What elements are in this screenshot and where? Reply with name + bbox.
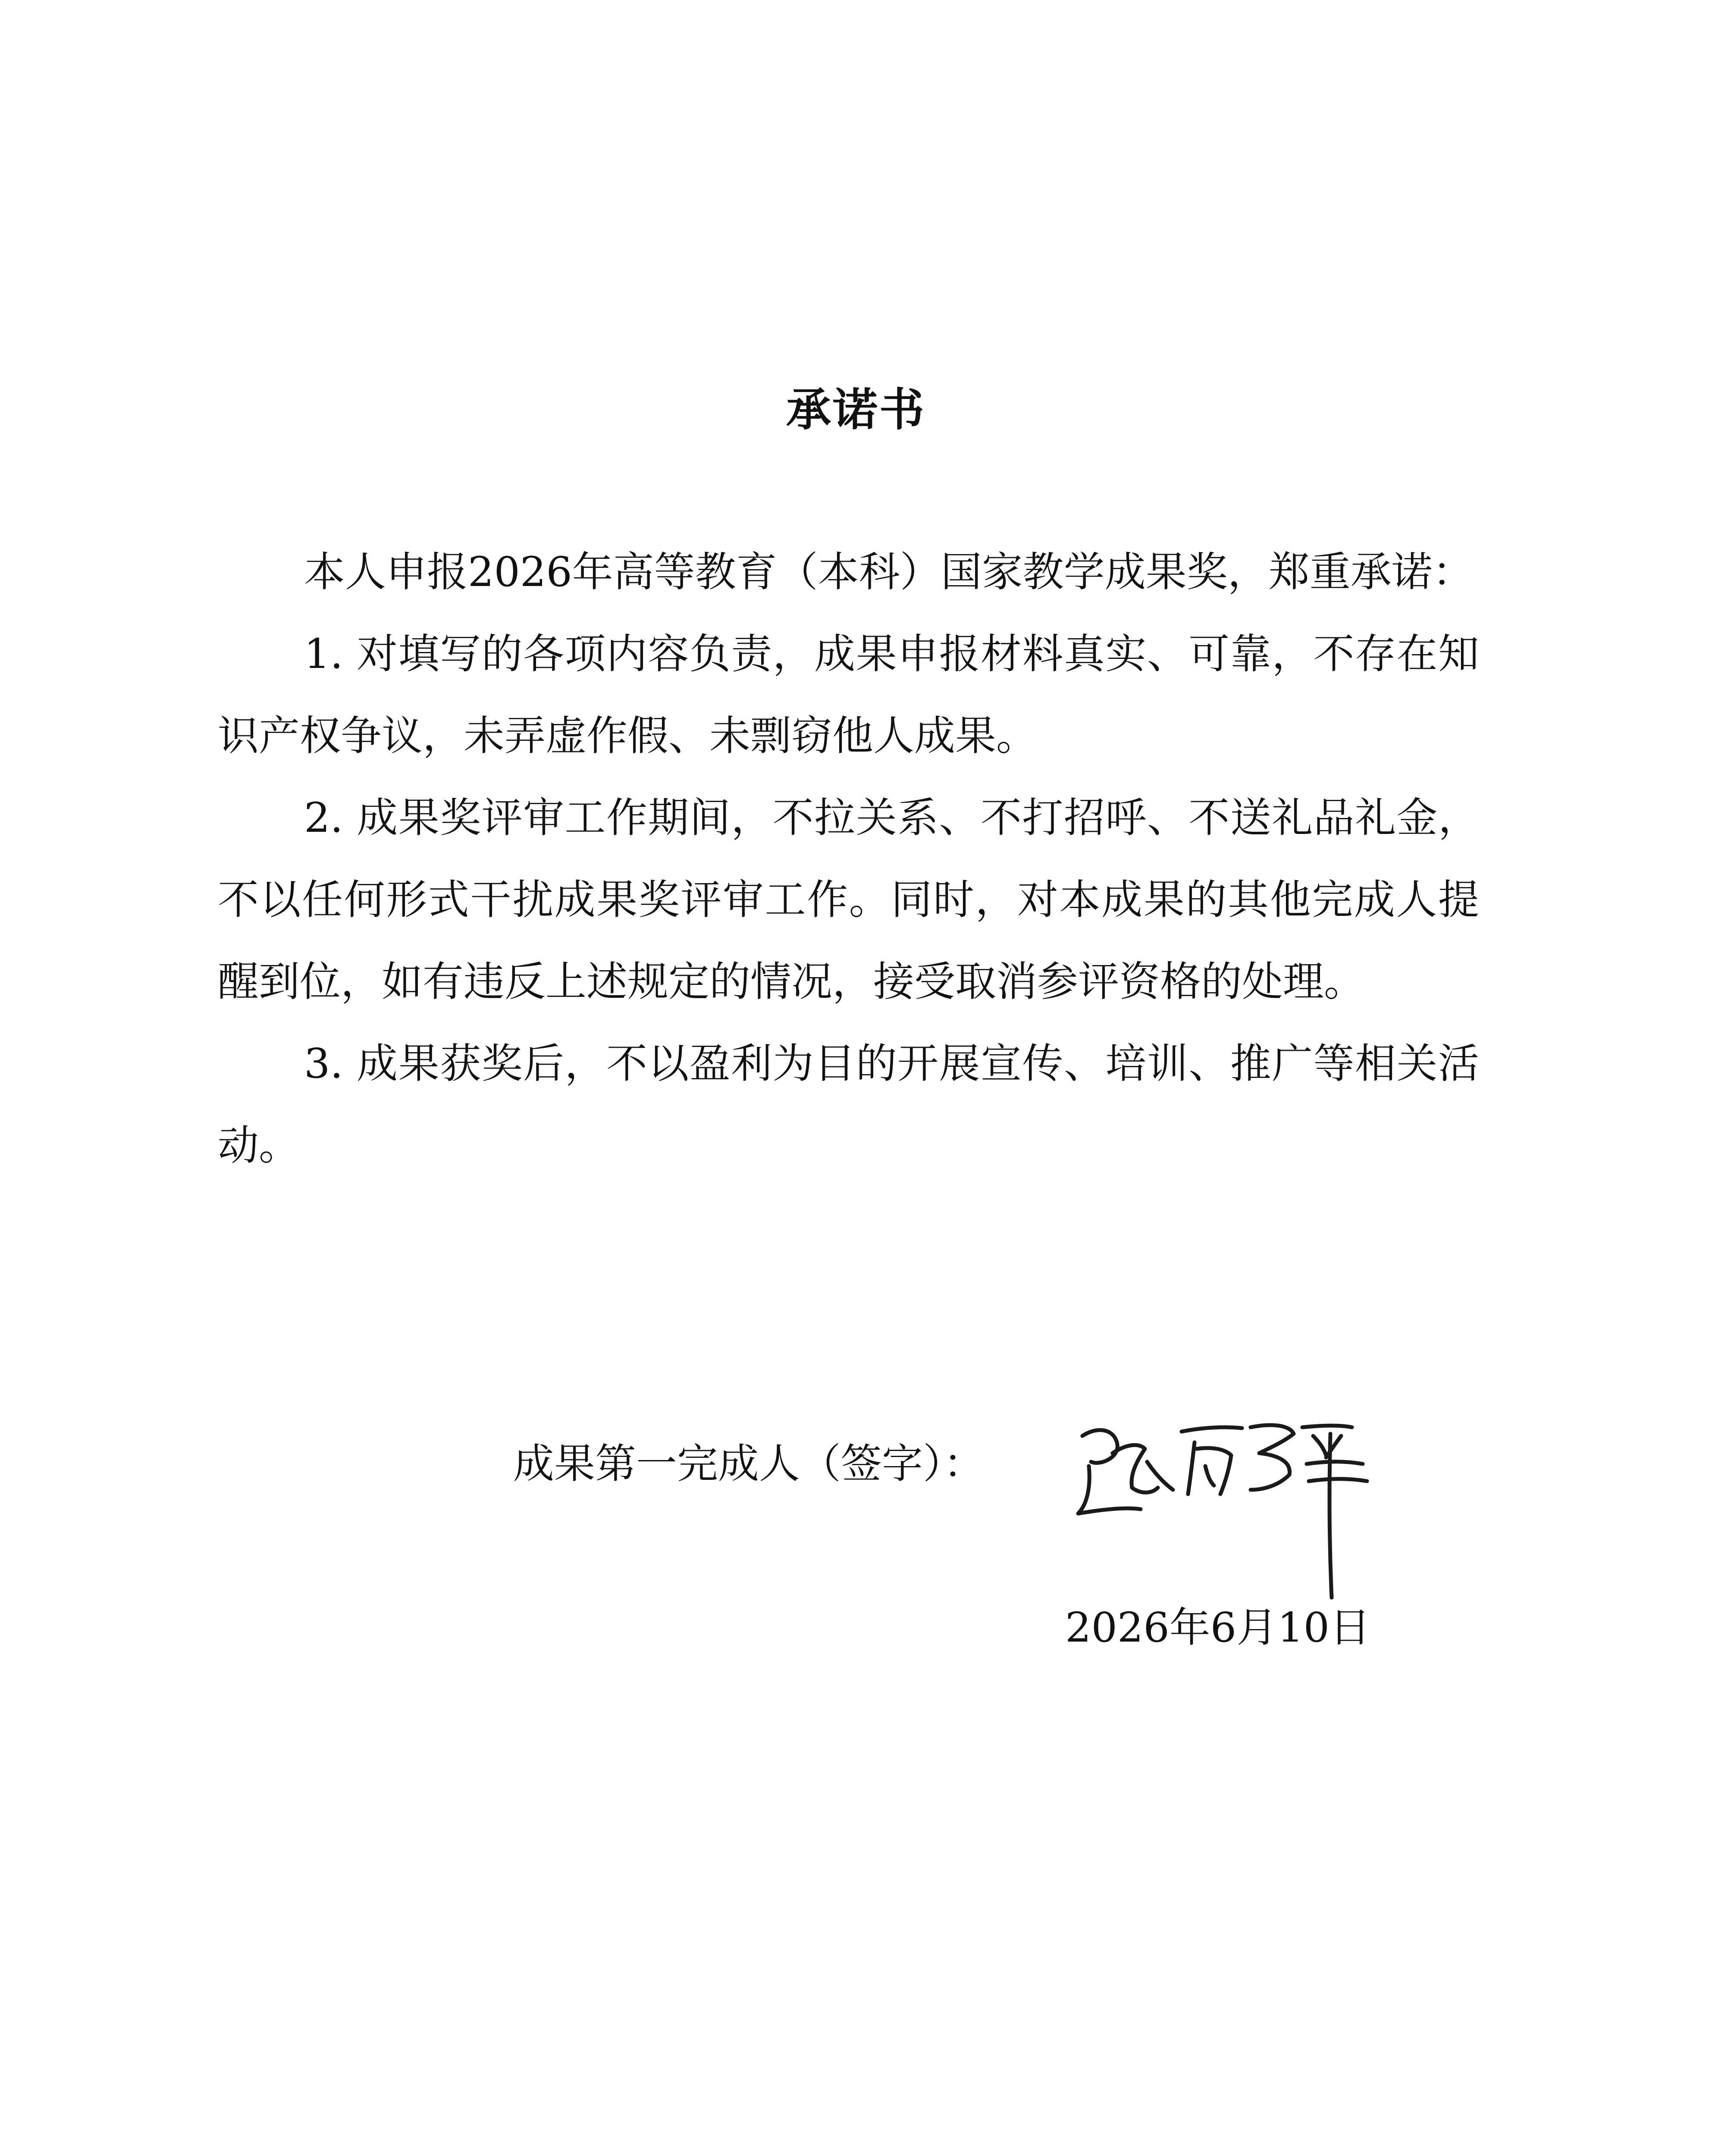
commitment-item-2: 2. 成果奖评审工作期间，不拉关系、不打招呼、不送礼品礼金，不以任何形式干扰成果奖评审工作。同时，对本成果的其他完成人提醒到位，如有违反上述规定的情况，接受取消参评资格的处理。 (218, 794, 1479, 1006)
signature-date: 2026年6月10日 (1065, 1604, 1371, 1651)
signature-label: 成果第一完成人（签字）： (513, 1440, 985, 1488)
handwritten-signature (1065, 1401, 1376, 1604)
commitment-item-3: 3. 成果获奖后，不以盈利为目的开展宣传、培训、推广等相关活动。 (218, 1040, 1479, 1169)
document-body (218, 531, 1479, 1187)
commitment-item-1: 1. 对填写的各项内容负责，成果申报材料真实、可靠，不存在知识产权争议，未弄虚作假、未剽窃他人成果。 (218, 630, 1479, 760)
intro-paragraph: 本人申报2026年高等教育（本科）国家教学成果奖，郑重承诺： (304, 548, 1474, 596)
document-title: 承诺书 (786, 383, 926, 436)
